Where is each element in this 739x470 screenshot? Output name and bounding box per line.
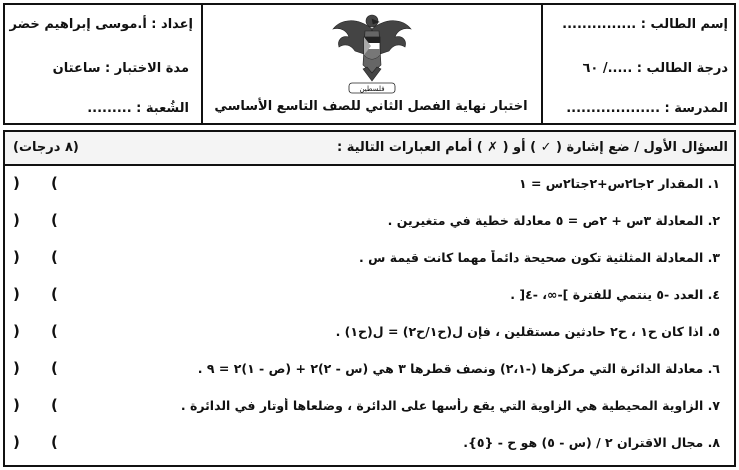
statement-text: ٣. المعادلة المثلثية تكون صحيحة دائماً مهما كانت قيمة س .	[359, 250, 720, 265]
answer-paren-open[interactable]: (	[51, 322, 58, 340]
answer-paren-open[interactable]: (	[51, 174, 58, 192]
shield-icon	[364, 37, 380, 59]
statement-text: ٧. الزاوية المحيطية هي الزاوية التي يقع رأسها على الدائرة ، وضلعاها أوتار في الدائرة .	[180, 398, 720, 413]
exam-duration: مدة الاختبار : ساعتان	[52, 61, 189, 76]
answer-paren-close[interactable]: )	[13, 396, 20, 414]
list-item	[5, 388, 734, 425]
question-one-marks: (٨ درجات)	[13, 140, 79, 155]
list-item	[5, 166, 734, 203]
answer-paren-close[interactable]: )	[13, 359, 20, 377]
statement-text: ٢. المعادلة ٣س + ٢ص = ٥ معادلة خطية في متغيرين .	[387, 213, 720, 228]
list-item	[5, 277, 734, 314]
answer-paren-open[interactable]: (	[51, 433, 58, 451]
palestine-eagle-emblem-icon	[327, 7, 417, 95]
statement-text: ٨. مجال الاقتران ٢ / (س - ٥) هو ح - {٥}.	[463, 435, 720, 450]
list-item	[5, 314, 734, 351]
answer-paren-open[interactable]: (	[51, 359, 58, 377]
section-field: الشُعبة : .........	[87, 101, 189, 116]
header-divider-left	[201, 5, 203, 123]
answer-paren-open[interactable]: (	[51, 396, 58, 414]
answer-paren-open[interactable]: (	[51, 248, 58, 266]
answer-paren-close[interactable]: )	[13, 285, 20, 303]
answer-paren-open[interactable]: (	[51, 285, 58, 303]
question-one-box	[3, 130, 736, 467]
student-name-field: إسم الطالب : ...............	[562, 17, 728, 32]
emblem-caption: فلسطين	[359, 85, 385, 93]
exam-title: اختبار نهاية الفصل الثاني للصف التاسع الأساسي	[214, 99, 528, 114]
answer-paren-close[interactable]: )	[13, 211, 20, 229]
prepared-by: إعداد : أ.موسى إبراهيم خضر	[9, 17, 193, 32]
answer-paren-close[interactable]: )	[13, 248, 20, 266]
exam-header	[3, 3, 736, 125]
answer-paren-close[interactable]: )	[13, 174, 20, 192]
statement-text: ١. المقدار ٢جا٢س+٢جتا٢س = ١	[518, 176, 720, 191]
answer-paren-close[interactable]: )	[13, 322, 20, 340]
answer-paren-open[interactable]: (	[51, 211, 58, 229]
statement-text: ٤. العدد -٥ ينتمي للفترة ]-∞، -٤[ .	[510, 287, 720, 302]
school-field: المدرسة : ...................	[566, 101, 728, 116]
statement-text: ٦. معادلة الدائرة التي مركزها (-٢،١) ونصف قطرها ٣ هي (س - ٢)٢ + (ص - ١)٢ = ٩ .	[197, 361, 720, 376]
question-one-header	[5, 132, 734, 166]
header-divider-right	[541, 5, 543, 123]
statement-text: ٥. اذا كان ح١ ، ح٢ حادثين مستقلين ، فإن ل(ح١/ح٢) = ل(ح١) .	[335, 324, 720, 339]
list-item	[5, 240, 734, 277]
list-item	[5, 351, 734, 388]
question-one-title: السؤال الأول / ضع إشارة ( ✓ ) أو ( ✗ ) أمام العبارات التالية :	[337, 140, 728, 155]
answer-paren-close[interactable]: )	[13, 433, 20, 451]
list-item	[5, 425, 734, 462]
list-item	[5, 203, 734, 240]
student-grade-field: درجة الطالب : ...../ ٦٠	[582, 61, 728, 76]
